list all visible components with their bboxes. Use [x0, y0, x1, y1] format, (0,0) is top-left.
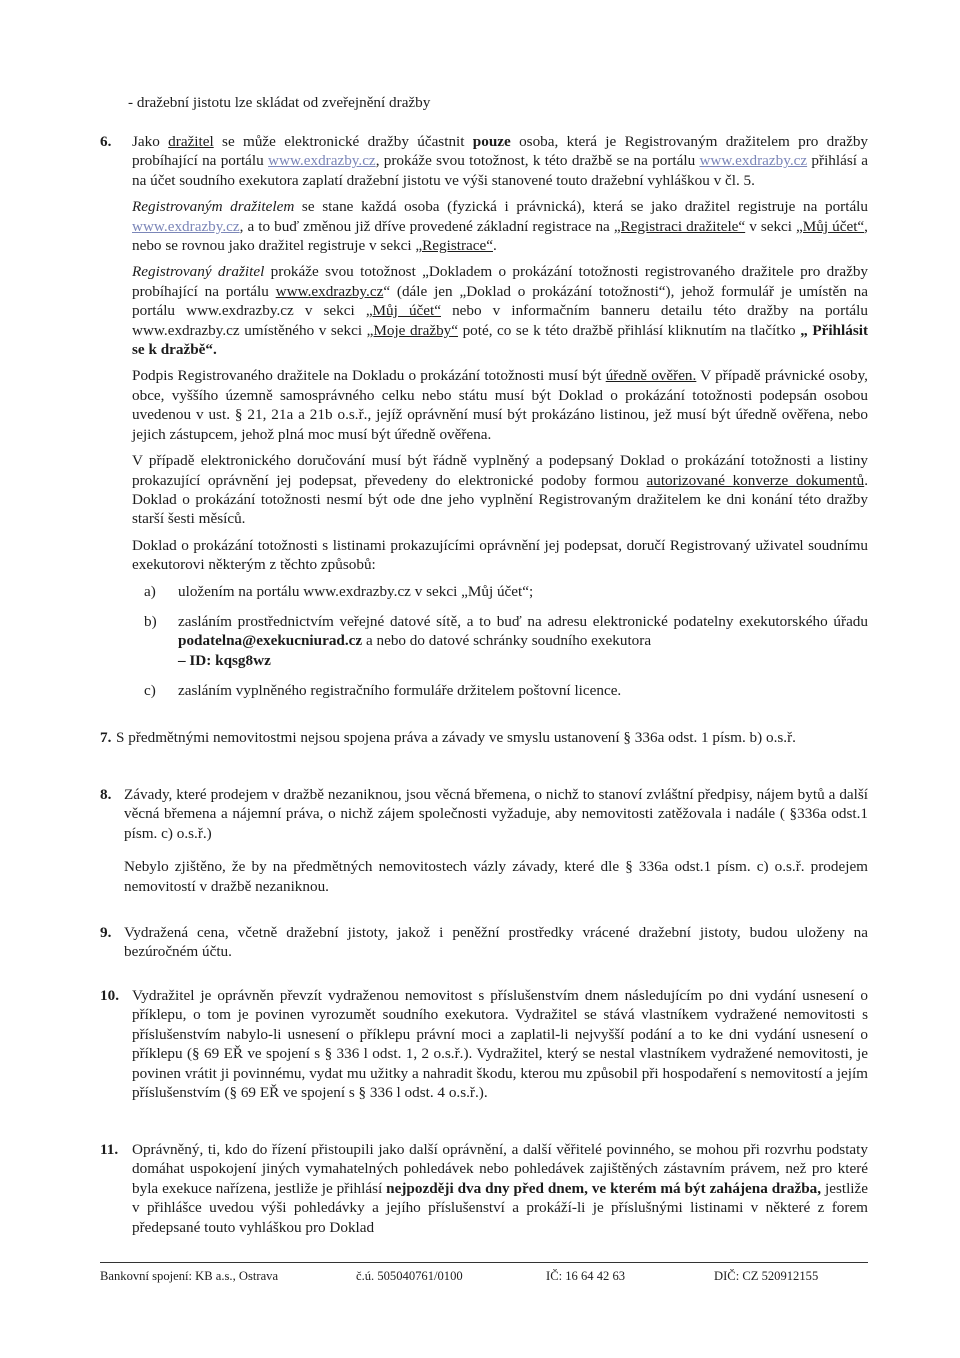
section-10-text: Vydražitel je oprávněn převzít vydraženou nemovitost s příslušenstvím dnem následujícím po dni vydání usnesení o příklepu, o tom je povinen vyrozumět soudního exekutora. Vydražitel se stává vlastníkem vydražené nemovitosti s příslušenstvím nabylo-li usnesení o příklepu právní moci a zaplatil-li nejvyšší podání a to ke dni vydání usnesení o příklepu (§ 69 EŘ ve spojení s § 336 l odst. 1, 2 o.s.ř.). Vydražitel, který se nestal vlastníkem vydražené nemovitosti, je povinen vrátit ji povinnému, vydat mu užitky a nahradit škodu, kterou mu způsobil při hospodaření s nemovitostí a jejím příslušenstvím (§ 69 EŘ ve spojení s § 336 l odst. 4 o.s.ř.).	[132, 987, 868, 1102]
link-exdrazby[interactable]: www.exdrazby.cz	[699, 152, 808, 170]
link-exdrazby[interactable]: www.exdrazby.cz	[132, 217, 240, 235]
section-6-paragraph-3: Registrovaný dražitel prokáže svou totožnost „Dokladem o prokázání totožnosti registrovaného dražitele pro dražby probíhající na portálu www.exdrazby.cz“ (dále jen „Doklad o prokázání totožnosti“), jehož formulář je umístěn na portálu www.exdrazby.cz v sekci „Můj účet“ nebo v informačním banneru detailu této dražby na portálu www.exdrazby.cz umístěného v sekci „Moje dražby“ poté, co se k této dražbě přihlásí kliknutím na tlačítko „ Přihlásit se k dražbě“.	[132, 263, 869, 359]
email-podatelna[interactable]: podatelna@exekucniurad.cz	[178, 632, 363, 650]
deadline-emphasis: nejpozději dva dny před dnem, ve kterém má být zahájena dražba,	[386, 1179, 822, 1197]
footer-bank: Bankovní spojení: KB a.s., Ostrava	[100, 1269, 279, 1283]
footer-dic: DIČ: CZ 520912155	[714, 1269, 819, 1283]
page-footer	[100, 1262, 868, 1283]
section-7: 7. S předmětnými nemovitostmi nejsou spojena práva a závady ve smyslu ustanovení § 336a odst. 1 písm. b) o.s.ř.	[100, 728, 868, 754]
term-autorizovana-konverze: autorizované konverze dokumentů	[646, 471, 865, 489]
link-exdrazby[interactable]: www.exdrazby.cz	[275, 282, 384, 300]
link-moje-drazby[interactable]: „Moje dražby“	[366, 321, 459, 339]
link-muj-ucet[interactable]: „Můj účet“	[796, 217, 865, 235]
intro-line: - dražební jistotu lze skládat od zveřejnění dražby	[128, 94, 431, 111]
section-8-paragraph-1: Závady, které prodejem v dražbě nezaniknou, jsou věcná břemena, o nichž to stanoví zvláštní předpisy, nájem bytů a další věcná břemena a nájemní práva, o nichž zájem společnosti vyžaduje, aby nemovitosti zatěžovala i nadále ( §336a odst.1 písm. c) o.s.ř.)	[124, 786, 868, 842]
section-11-text: Oprávněný, ti, kdo do řízení přistoupili jako další oprávnění, a další věřitelé povinného, se mohou při rozvrhu podstaty domáhat uspokojení jiných vymahatelných pohledávek nebo pohledávek zajištěných zástavním právem, než pro které byla exekuce nařízena, jestliže je přihlásí nejpozději dva dny před dnem, ve kterém má být zahájena dražba, jestliže v přihlášce uvedou výši pohledávky a jejího příslušenství a prokáží-li je příslušnými listinami v některé z forem předepsané touto vyhláškou pro Doklad	[132, 1141, 868, 1236]
section-8-paragraph-2: Nebylo zjištěno, že by na předmětných nemovitostech vázly závady, které dle § 336a odst.1 písm. c) o.s.ř. prodejem nemovitostí v dražbě nezaniknou.	[124, 858, 868, 895]
footer-ic: IČ: 16 64 42 63	[546, 1269, 626, 1283]
list-item: a) uložením na portálu www.exdrazby.cz v sekci „Můj účet“;	[144, 582, 534, 600]
footer-account: č.ú. 505040761/0100	[356, 1269, 463, 1283]
section-6-paragraph-4: Podpis Registrovaného dražitele na Dokladu o prokázání totožnosti musí být úředně ověřen. V případě právnické osoby, obce, vyššího územně samosprávného celku nebo státu musí být Doklad o prokázání totožnosti podepsán osobou uvedenou v ust. § 21, 21a a 21b o.s.ř., jejíž oprávnění musí být prokázáno listinou, jež musí být úředně ověřena, nebo jejich zástupcem, jehož plná moc musí být úředně ověřena.	[132, 367, 868, 443]
section-10: 10. Vydražitel je oprávněn převzít vydraženou nemovitost s příslušenstvím dnem následujícím po dni vydání usnesení o příklepu, o tom je povinen vyrozumět soudního exekutora. Vydražitel se stává vlastníkem vydražené nemovitosti s příslušenstvím nabylo-li usnesení o příklepu právní moci a zaplatil-li nejvyšší podání a to ke dni vydání usnesení o příklepu (§ 69 EŘ ve spojení s § 336 l odst. 1, 2 o.s.ř.). Vydražitel, který se nestal vlastníkem vydražené nemovitosti, je povinen vrátit ji povinnému, vydat mu užitky a nahradit škodu, kterou mu způsobil při hospodaření s nemovitostí a jejím příslušenstvím (§ 69 EŘ ve spojení s § 336 l odst. 4 o.s.ř.).	[100, 987, 868, 1102]
section-number: 6.	[100, 133, 112, 150]
emphasis-pouze: pouze	[472, 133, 511, 150]
section-6-paragraph-1: Jako dražitel se může elektronické dražby účastnit pouze osoba, která je Registrovaným dražitelem pro dražby probíhající na portálu www.exdrazby.cz, prokáže svou totožnost, k této dražbě se na portálu www.exdrazby.cz přihlásí a na účet soudního exekutora zaplatí dražební jistotu ve výši stanovené touto dražební vyhláškou v čl. 5.	[132, 133, 869, 189]
list-item: b) zasláním prostřednictvím veřejné datové sítě, a to buď na adresu elektronické podatelny exekutorského úřadu podatelna@exekucniurad.cz a nebo do datové schránky soudního exekutora – ID: kqsg8wz	[144, 612, 868, 669]
section-7-text: S předmětnými nemovitostmi nejsou spojena práva a závady ve smyslu ustanovení § 336a odst. 1 písm. b) o.s.ř.	[116, 729, 796, 746]
term-uredne-overen: úředně ověřen.	[605, 367, 697, 385]
link-registraci-drazitele[interactable]: „Registraci dražitele“	[613, 217, 746, 235]
section-9: 9. Vydražená cena, včetně dražební jistoty, jakož i peněžní prostředky vrácené dražební jistoty, budou uloženy na bezúročném účtu.	[100, 924, 868, 961]
button-label-prihlasit: „ Přihlásit se k dražbě“.	[132, 321, 869, 359]
section-8: 8. Závady, které prodejem v dražbě nezaniknou, jsou věcná břemena, o nichž to stanoví zvláštní předpisy, nájem bytů a další věcná břemena a nájemní práva, o nichž zájem společnosti vyžaduje, aby nemovitosti zatěžovala i nadále ( §336a odst.1 písm. c) o.s.ř.) Nebylo zjištěno, že by na předmětných nemovitostech vázly závady, které dle § 336a odst.1 písm. c) o.s.ř. prodejem nemovitostí v dražbě nezaniknou.	[100, 786, 868, 895]
section-6-paragraph-5: V případě elektronického doručování musí být řádně vyplněný a podepsaný Doklad o prokázání totožnosti a listiny prokazující oprávnění jej podepsat, převedeny do elektronické podoby formou autorizované konverze dokumentů. Doklad o prokázání totožnosti nesmí být ode dne jeho vyplnění Registrovaným dražitelem ke dni konání této dražby starší šesti měsíců.	[132, 452, 868, 528]
delivery-methods-list	[132, 582, 868, 701]
list-item: c) zasláním vyplněného registračního formuláře držitelem poštovní licence.	[144, 682, 622, 700]
section-9-text: Vydražená cena, včetně dražební jistoty, jakož i peněžní prostředky vrácené dražební jistoty, budou uloženy na bezúročném účtu.	[124, 924, 868, 961]
term-drazitel: dražitel	[168, 133, 214, 150]
databox-id: – ID: kqsg8wz	[178, 651, 271, 669]
section-6	[100, 132, 868, 712]
section-6-paragraph-6: Doklad o prokázání totožnosti s listinami prokazujícími oprávnění jej podepsat, doručí Registrovaný uživatel soudnímu exekutorovi některým z těchto způsobů:	[132, 536, 868, 574]
link-registrace[interactable]: „Registrace“	[415, 237, 493, 255]
section-11: 11. Oprávněný, ti, kdo do řízení přistoupili jako další oprávnění, a další věřitelé povinného, se mohou při rozvrhu podstaty domáhat uspokojení jiných vymahatelných pohledávek nebo pohledávek zajištěných zástavním právem, než pro které byla exekuce nařízena, jestliže je přihlásí nejpozději dva dny před dnem, ve kterém má být zahájena dražba, jestliže v přihlášce uvedou výši pohledávky a jejího příslušenství a prokáží-li je příslušnými listinami v některé z forem předepsané touto vyhláškou pro Doklad	[100, 1141, 868, 1236]
link-exdrazby[interactable]: www.exdrazby.cz	[268, 152, 376, 170]
link-muj-ucet[interactable]: „Můj účet“	[365, 302, 441, 320]
section-6-paragraph-2: Registrovaným dražitelem se stane každá osoba (fyzická i právnická), která se jako dražitel registruje na portálu www.exdrazby.cz, a to buď změnou již dříve provedené základní registrace na „Registraci dražitele“ v sekci „Můj účet“, nebo se rovnou jako dražitel registruje v sekci „Registrace“.	[132, 198, 868, 255]
